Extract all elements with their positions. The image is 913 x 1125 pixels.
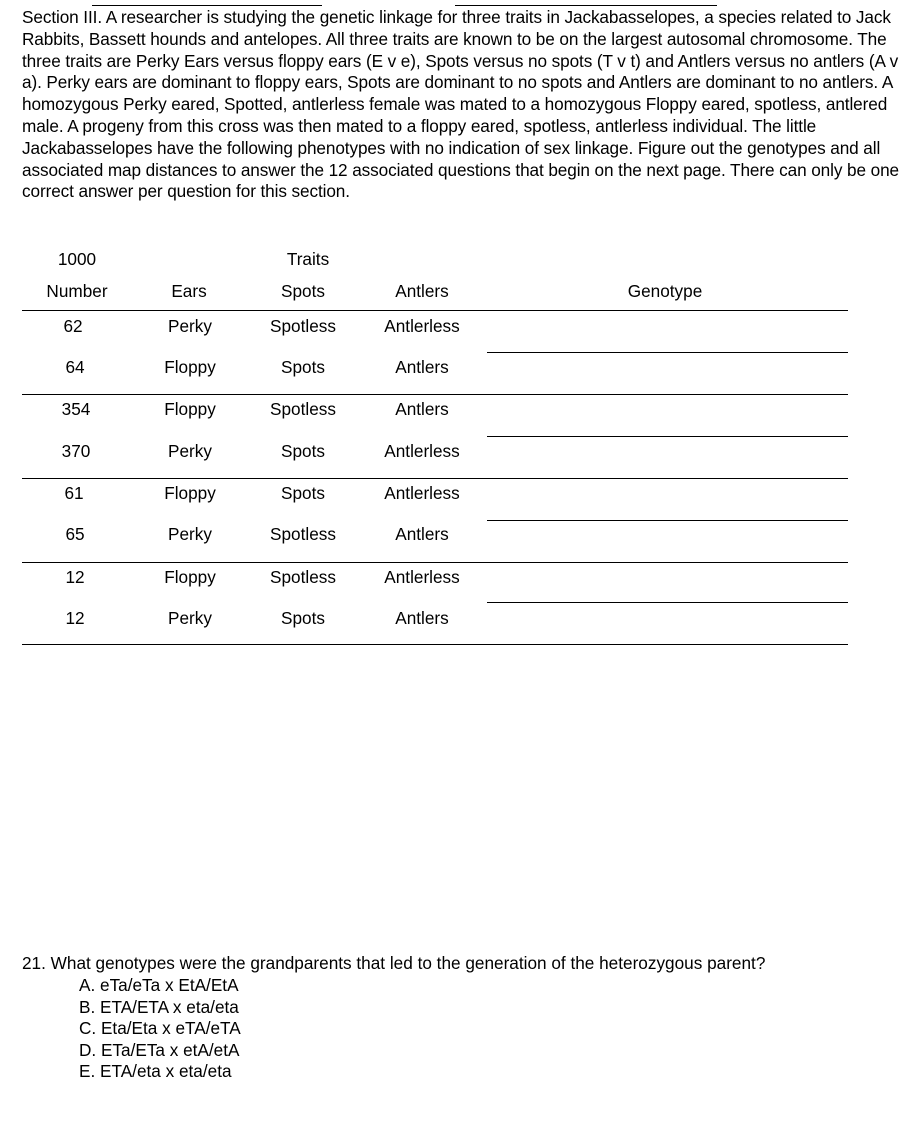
answer-option-e: E. ETA/eta x eta/eta [79,1061,232,1082]
row-antlers: Antlerless [384,483,460,503]
genotype-blank-line [487,520,848,521]
ears-column-header: Ears [171,281,207,301]
answer-option-c: C. Eta/Eta x eTA/eTA [79,1018,241,1039]
genotype-column-header: Genotype [627,281,703,301]
group-rule-3 [22,562,848,563]
row-spots: Spotless [270,567,336,587]
row-ears: Floppy [164,483,216,503]
row-ears: Perky [168,316,212,336]
row-spots: Spotless [270,399,336,419]
row-antlers: Antlerless [384,567,460,587]
row-antlers: Antlerless [384,441,460,461]
row-spots: Spots [281,608,325,628]
row-spots: Spots [281,441,325,461]
header-rule [22,310,848,311]
traits-label: Traits [286,249,330,269]
number-column-header: Number [46,281,108,301]
row-antlers: Antlers [395,608,449,628]
row-ears: Floppy [164,567,216,587]
row-number: 62 [63,316,83,336]
row-spots: Spotless [270,316,336,336]
question-21-options [79,975,241,1083]
genotype-blank-line [487,436,848,437]
total-count-label: 1000 [57,249,97,269]
group-rule-1 [22,394,848,395]
row-ears: Perky [168,608,212,628]
section-intro-paragraph: Section III. A researcher is studying the genetic linkage for three traits in Jackabasselopes, a species related to Jack Rabbits, Bassett hounds and antelopes. All three traits are known to be on the largest autosomal chromosome. The three traits are Perky Ears versus floppy ears (E v e), Spots versus no spots (T v t) and Antlers versus no antlers (A v a). Perky ears are dominant to floppy ears, Spots are dominant to no spots and Antlers are dominant to no antlers. A homozygous Perky eared, Spotted, antlerless female was mated to a homozygous Floppy eared, spotless, antlered male. A progeny from this cross was then mated to a floppy eared, spotless, antlerless individual. The little Jackabasselopes have the following phenotypes with no indication of sex linkage. Figure out the genotypes and all associated map distances to answer the 12 associated questions that begin on the next page. There can only be one correct answer per question for this section. [22,7,899,202]
question-21-text: 21. What genotypes were the grandparents that led to the generation of the heterozygous parent? [22,953,766,973]
row-number: 65 [65,524,85,544]
row-spots: Spots [281,357,325,377]
genotype-blank-line [487,352,848,353]
row-spots: Spotless [270,524,336,544]
antlers-column-header: Antlers [395,281,449,301]
row-ears: Perky [168,441,212,461]
answer-option-d: D. ETa/ETa x etA/etA [79,1039,240,1060]
answer-option-b: B. ETA/ETA x eta/eta [79,996,239,1017]
row-antlers: Antlers [395,524,449,544]
group-rule-2 [22,478,848,479]
row-number: 64 [65,357,85,377]
genotype-blank-line [487,602,848,603]
row-number: 61 [64,483,84,503]
row-antlers: Antlerless [384,316,460,336]
spots-column-header: Spots [281,281,325,301]
answer-option-a: A. eTa/eTa x EtA/EtA [79,975,239,995]
row-number: 12 [65,567,85,587]
table-bottom-rule [22,644,848,645]
row-antlers: Antlers [395,357,449,377]
row-spots: Spots [281,483,325,503]
row-ears: Floppy [164,357,216,377]
row-ears: Perky [168,524,212,544]
row-antlers: Antlers [395,399,449,419]
row-number: 12 [65,608,85,628]
row-number: 370 [61,441,91,461]
row-ears: Floppy [164,399,216,419]
row-number: 354 [61,399,91,419]
